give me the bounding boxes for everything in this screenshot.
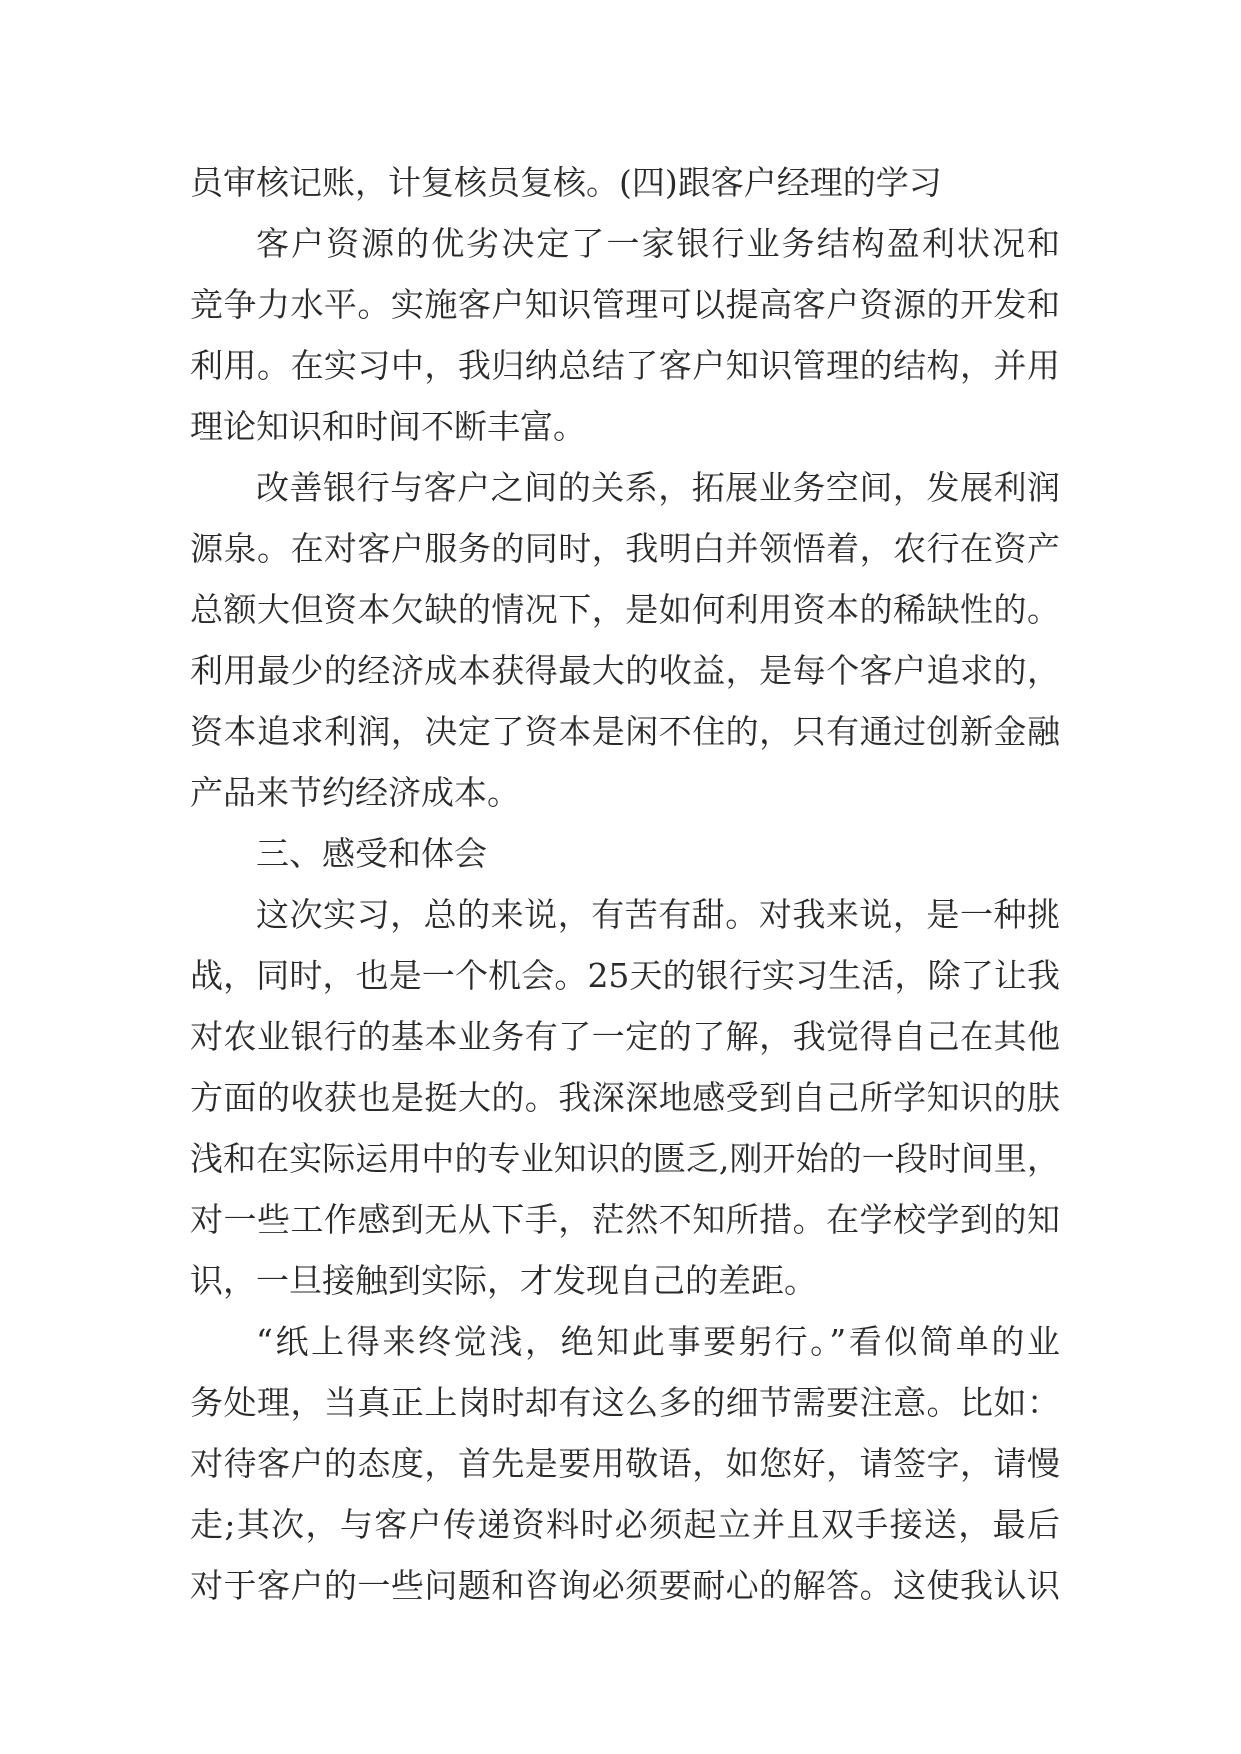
paragraph-first-line: “纸上得来终觉浅，绝知此事要躬行。”看似简单的业 [256, 1322, 1060, 1361]
text-line: 战，同时，也是一个机会。25天的银行实习生活，除了让我 [190, 956, 1060, 995]
text-line: 资本追求利润，决定了资本是闲不住的，只有通过创新金融 [190, 712, 1060, 751]
text-line: 产品来节约经济成本。 [190, 773, 520, 812]
document-body [190, 152, 1060, 1616]
text-line: 利用最少的经济成本获得最大的收益，是每个客户追求的， [190, 651, 1060, 690]
text-line: 对于客户的一些问题和咨询必须要耐心的解答。这使我认识 [190, 1566, 1060, 1605]
text-line: 识，一旦接触到实际，才发现自己的差距。 [190, 1261, 817, 1300]
paragraph-first-line: 改善银行与客户之间的关系，拓展业务空间，发展利润 [256, 468, 1060, 507]
text-line: 对待客户的态度，首先是要用敬语，如您好，请签字，请慢 [190, 1444, 1060, 1483]
text-line: 员审核记账，计复核员复核。(四)跟客户经理的学习 [190, 163, 942, 202]
text-line: 浅和在实际运用中的专业知识的匮乏,刚开始的一段时间里， [190, 1139, 1060, 1178]
section-heading: 三、感受和体会 [256, 834, 487, 873]
paragraph-first-line: 这次实习，总的来说，有苦有甜。对我来说，是一种挑 [256, 895, 1060, 934]
paragraph-first-line: 客户资源的优劣决定了一家银行业务结构盈利状况和 [256, 224, 1060, 263]
text-line: 务处理，当真正上岗时却有这么多的细节需要注意。比如： [190, 1383, 1060, 1422]
text-line: 对一些工作感到无从下手，茫然不知所措。在学校学到的知 [190, 1200, 1060, 1239]
text-line: 总额大但资本欠缺的情况下，是如何利用资本的稀缺性的。 [190, 590, 1060, 629]
text-line: 理论知识和时间不断丰富。 [190, 407, 586, 446]
text-line: 源泉。在对客户服务的同时，我明白并领悟着，农行在资产 [190, 529, 1060, 568]
text-line: 对农业银行的基本业务有了一定的了解，我觉得自己在其他 [190, 1017, 1060, 1056]
text-line: 走;其次，与客户传递资料时必须起立并且双手接送，最后 [190, 1505, 1060, 1544]
text-line: 利用。在实习中，我归纳总结了客户知识管理的结构，并用 [190, 346, 1060, 385]
text-line: 竞争力水平。实施客户知识管理可以提高客户资源的开发和 [190, 285, 1060, 324]
text-line: 方面的收获也是挺大的。我深深地感受到自己所学知识的肤 [190, 1078, 1060, 1117]
